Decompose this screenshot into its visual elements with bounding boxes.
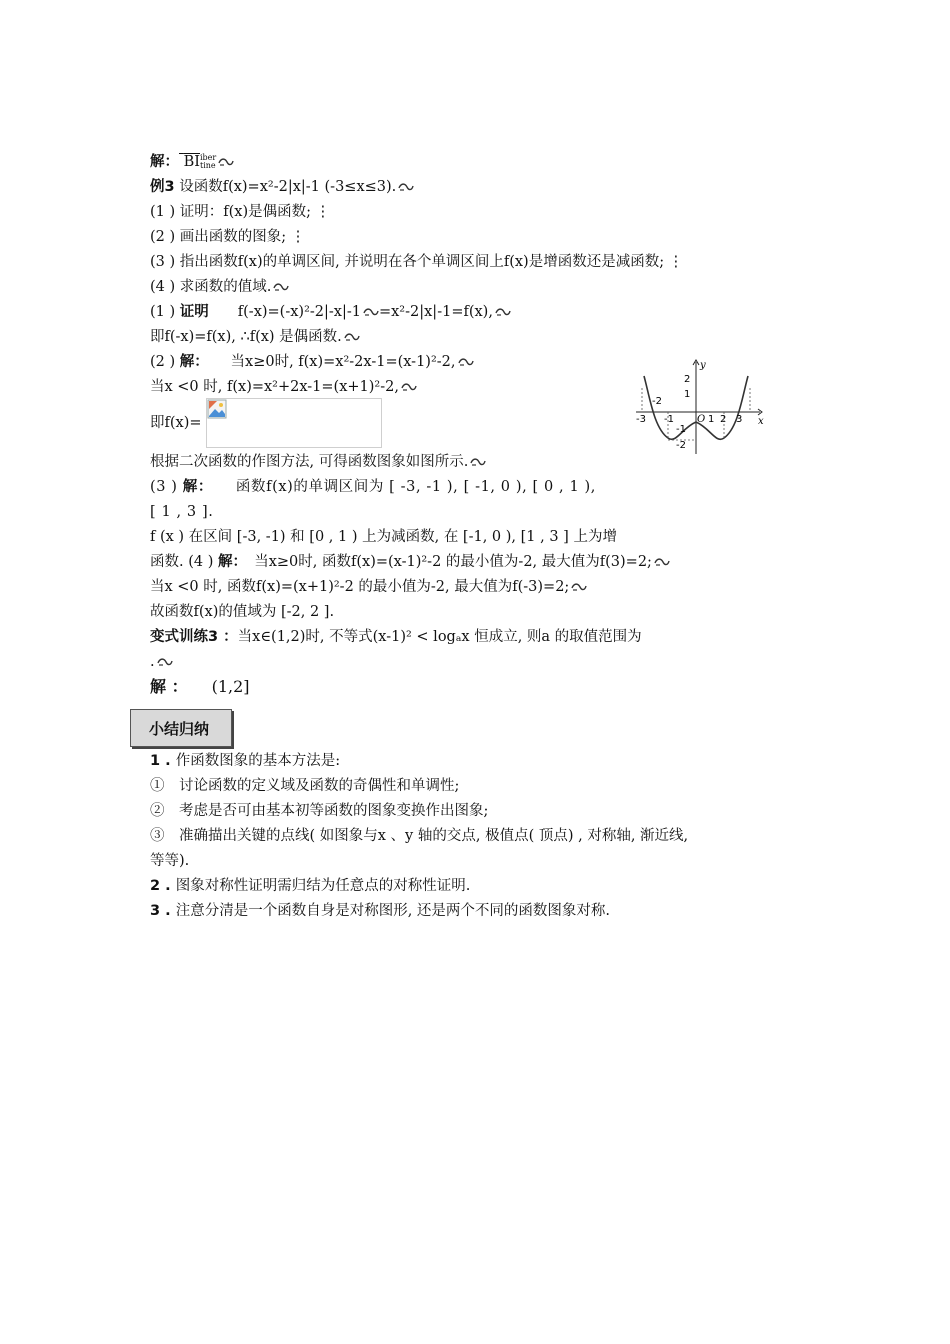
paragraph-mark-icon	[363, 307, 379, 317]
piecewise-label: 即f(x)=	[150, 415, 202, 431]
paragraph-mark-icon	[157, 657, 173, 667]
solution-2-case2: 当x <0 时, f(x)=x²+2x-1=(x+1)²-2,	[150, 377, 417, 397]
piecewise-image-placeholder	[206, 398, 382, 448]
graph-method: 根据二次函数的作图方法, 可得函数图象如图所示.	[150, 452, 486, 472]
paragraph-mark-icon	[344, 332, 360, 342]
example-3-statement: 例3 设函数f(x)=x²-2|x|-1 (-3≤x≤3).	[150, 177, 414, 197]
paragraph-mark-icon	[470, 457, 486, 467]
paragraph-mark-icon	[218, 157, 234, 167]
summary-item-1a: ① 讨论函数的定义域及函数的奇偶性和单调性;	[150, 778, 460, 794]
proof-1: (1 ) 证明 f(-x)=(-x)²-2|-x|-1 =x²-2|x|-1=f(x),	[150, 302, 511, 322]
solution-label: 解：	[217, 554, 240, 570]
paragraph-mark-icon	[495, 307, 511, 317]
x-axis-label: x	[758, 416, 764, 427]
summary-item-1: 1 . 作函数图象的基本方法是:	[150, 753, 341, 769]
garbled-text: BI	[183, 154, 200, 170]
x-tick-label: -1	[664, 414, 674, 425]
x-tick-label: 2	[720, 414, 727, 425]
solution-3-line1: (3 ) 解： 函数f(x)的单调区间为 [ -3, -1 ), [ -1, 0 ), [ 0 , 1 ),	[150, 479, 596, 495]
solution-label: 解 ：	[150, 677, 180, 696]
solution-4-line: 函数. (4 ) 解： 当x≥0时, 函数f(x)=(x-1)²-2 的最小值为-2, 最大值为f(3)=2;	[150, 552, 670, 572]
solution-3-line2: [ 1 , 3 ].	[150, 504, 214, 520]
y-tick-label: 1	[684, 389, 691, 400]
function-graph	[634, 358, 770, 458]
proof-1-conclusion: 即f(-x)=f(x), ∴f(x) 是偶函数.	[150, 327, 360, 347]
y-axis-label: y	[700, 360, 706, 371]
question-3: (3 ) 指出函数f(x)的单调区间, 并说明在各个单调区间上f(x)是增函数还是减函数; ⋮	[150, 254, 684, 270]
example-label: 例3	[150, 179, 175, 195]
variant-exercise-3: 变式训练3 ：当x∈(1,2)时, 不等式(x-1)² < logₐx 恒成立, 则a 的取值范围为	[150, 629, 642, 645]
solution-label: 解：	[150, 154, 179, 170]
paragraph-mark-icon	[654, 557, 670, 567]
summary-heading-box	[130, 709, 232, 747]
solution-line	[150, 152, 234, 172]
y-tick-label: -2	[676, 440, 686, 451]
y-tick-label: 2	[684, 374, 691, 385]
paragraph-mark-icon	[571, 582, 587, 592]
paragraph-mark-icon	[273, 282, 289, 292]
x-tick-label: -3	[636, 414, 646, 425]
origin-label: O	[697, 414, 706, 425]
variant-exercise-3-end: .	[150, 652, 173, 672]
variant-answer: 解 ： (1,2]	[150, 677, 250, 696]
summary-item-1c: ③ 准确描出关键的点线( 如图象与x 、y 轴的交点, 极值点( 顶点) , 对称轴, 渐近线,	[150, 828, 689, 844]
y-tick-label: -1	[676, 424, 686, 435]
question-1: (1 ) 证明：f(x)是偶函数; ⋮	[150, 204, 331, 220]
garbled-stack: iber tine	[200, 153, 217, 170]
solution-label: 解：	[179, 354, 202, 370]
solution-label: 解：	[182, 479, 206, 495]
broken-image-icon	[207, 399, 227, 419]
summary-item-1c-cont: 等等).	[150, 853, 190, 869]
paragraph-mark-icon	[401, 382, 417, 392]
paragraph-mark-icon	[458, 357, 474, 367]
summary-item-2: 2 . 图象对称性证明需归结为任意点的对称性证明.	[150, 878, 471, 894]
summary-item-3: 3 . 注意分清是一个函数自身是对称图形, 还是两个不同的函数图象对称.	[150, 903, 611, 919]
solution-2-case1: (2 ) 解： 当x≥0时, f(x)=x²-2x-1=(x-1)²-2,	[150, 352, 474, 372]
solution-4-case2: 当x <0 时, 函数f(x)=(x+1)²-2 的最小值为-2, 最大值为f(-3)=2;	[150, 577, 587, 597]
solution-4-range: 故函数f(x)的值域为 [-2, 2 ].	[150, 604, 335, 620]
x-tick-label: 3	[736, 414, 743, 425]
summary-heading: 小结归纳	[149, 720, 210, 738]
paragraph-mark-icon	[398, 182, 414, 192]
question-2: (2 ) 画出函数的图象; ⋮	[150, 229, 306, 245]
graph-point-label: -2	[652, 396, 662, 407]
x-tick-label: 1	[708, 414, 715, 425]
question-4: (4 ) 求函数的值域.	[150, 277, 289, 297]
solution-3-line3: f (x ) 在区间 [-3, -1) 和 [0 , 1 ) 上为减函数, 在 [-1, 0 ), [1 , 3 ] 上为增	[150, 529, 617, 545]
summary-item-1b: ② 考虑是否可由基本初等函数的图象变换作出图象;	[150, 803, 489, 819]
proof-label: 证明	[179, 304, 209, 320]
variant-label: 变式训练3 ：	[150, 629, 238, 645]
